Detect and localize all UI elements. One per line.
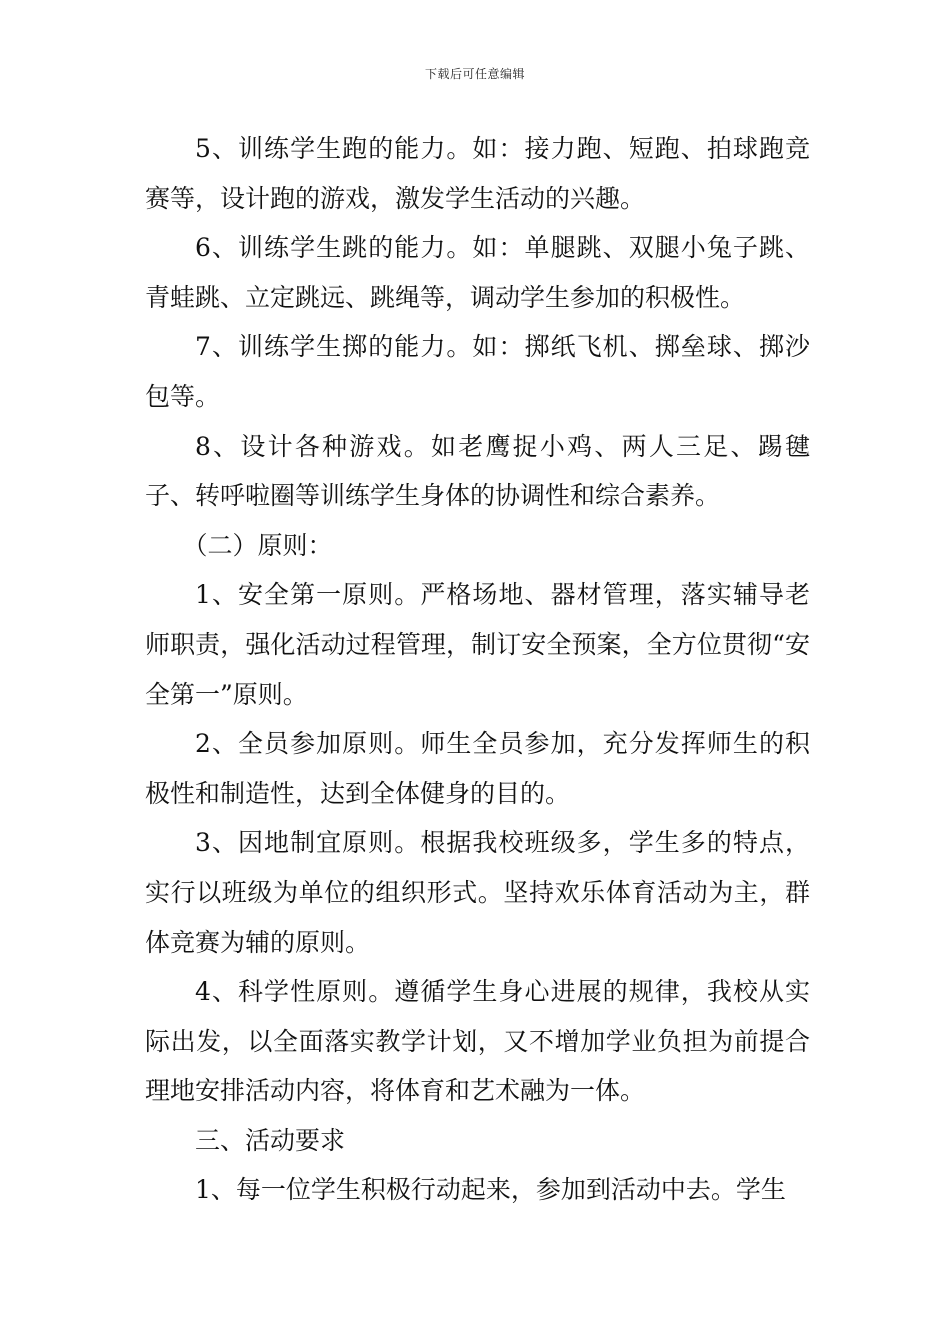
paragraph-requirement-1: 1、每一位学生积极行动起来，参加到活动中去。学生 bbox=[195, 1175, 786, 1205]
section-heading-principles: （二）原则： bbox=[182, 530, 333, 560]
paragraph-principle-local-conditions: 3、因地制宜原则。根据我校班级多，学生多的特点，实行以班级为单位的组织形式。坚持欢乐体育活动为主，群体竞赛为辅的原则。 bbox=[145, 828, 810, 957]
document-body bbox=[145, 124, 810, 1215]
section-heading-requirements: 三、活动要求 bbox=[195, 1125, 346, 1155]
paragraph-item-5-running: 5、训练学生跑的能力。如：接力跑、短跑、拍球跑竞赛等，设计跑的游戏，激发学生活动的兴趣。 bbox=[145, 134, 810, 213]
paragraph-item-6-jumping: 6、训练学生跳的能力。如：单腿跳、双腿小兔子跳、青蛙跳、立定跳远、跳绳等，调动学生参加的积极性。 bbox=[145, 233, 810, 312]
paragraph-principle-participation: 2、全员参加原则。师生全员参加，充分发挥师生的积极性和制造性，达到全体健身的目的。 bbox=[145, 729, 810, 808]
paragraph-item-7-throwing: 7、训练学生掷的能力。如：掷纸飞机、掷垒球、掷沙包等。 bbox=[145, 332, 810, 411]
page-header: 下载后可任意编辑 bbox=[424, 67, 525, 81]
paragraph-principle-scientific: 4、科学性原则。遵循学生身心进展的规律，我校从实际出发，以全面落实教学计划，又不增加学业负担为前提合理地安排活动内容，将体育和艺术融为一体。 bbox=[145, 977, 810, 1106]
paragraph-item-8-games: 8、设计各种游戏。如老鹰捉小鸡、两人三足、踢毽子、转呼啦圈等训练学生身体的协调性和综合素养。 bbox=[145, 431, 810, 511]
paragraph-principle-safety: 1、安全第一原则。严格场地、器材管理，落实辅导老师职责，强化活动过程管理，制订安全预案，全方位贯彻“安全第一”原则。 bbox=[145, 580, 810, 709]
